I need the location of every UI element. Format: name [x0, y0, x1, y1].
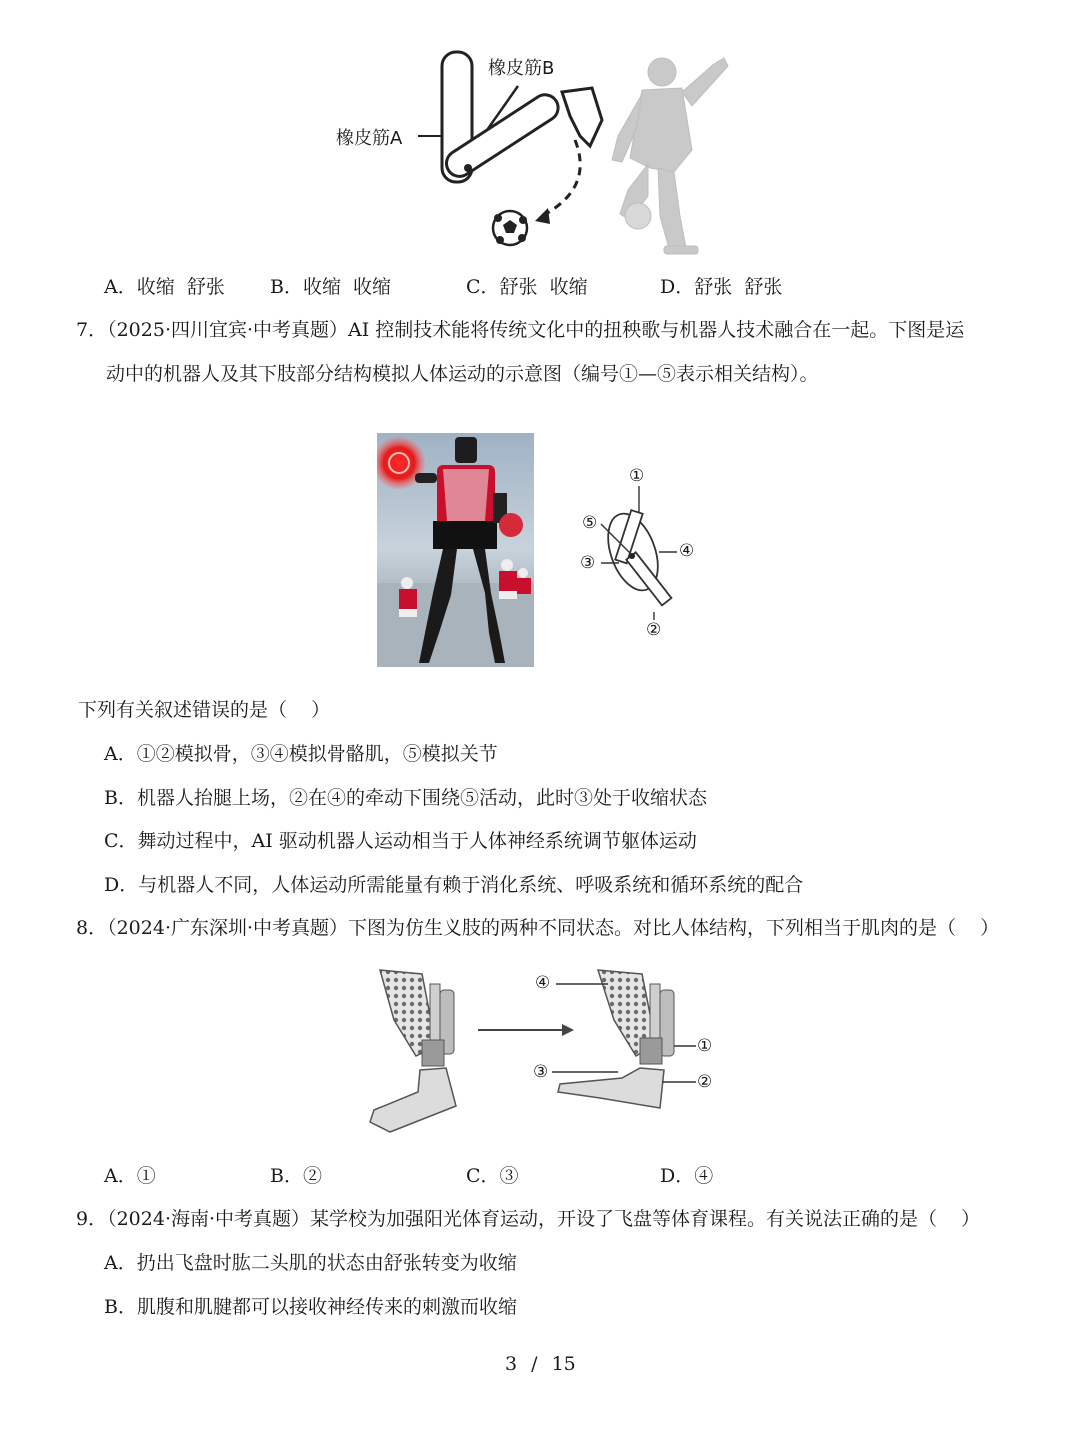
- q8-option-c: C．③: [466, 1165, 519, 1187]
- diagram7-label-3: ③: [580, 553, 596, 573]
- current-page: 3: [505, 1353, 518, 1375]
- q7-stem-line1: 7．（2025·四川宜宾·中考真题）AI 控制技术能将传统文化中的扭秧歌与机器人技术融合在一起。下图是运: [76, 319, 965, 341]
- knee-joint: [464, 164, 472, 172]
- diagram8-label-3: ③: [533, 1062, 549, 1082]
- q7-option-c: C．舞动过程中，AI 驱动机器人运动相当于人体神经系统调节躯体运动: [104, 830, 697, 852]
- q8-option-d: D．④: [660, 1165, 714, 1187]
- q9-stem-line1: 9．（2024·海南·中考真题）某学校为加强阳光体育运动，开设了飞盘等体育课程。有关说法正确的是（ ）: [76, 1208, 981, 1230]
- kick-trajectory: [538, 140, 580, 218]
- lower-bar-shape: [626, 552, 671, 605]
- q7-option-a: A．①②模拟骨，③④模拟骨骼肌，⑤模拟关节: [104, 743, 498, 765]
- diagram8-label-2: ②: [697, 1072, 713, 1092]
- robot-dance-photo: [377, 433, 534, 667]
- foot-shape: [562, 88, 602, 146]
- diagram8-label-4: ④: [535, 973, 551, 993]
- q8-option-b: B．②: [270, 1165, 322, 1187]
- q8-option-a: A．①: [104, 1165, 156, 1187]
- q6-option-b: B．收缩 收缩: [270, 276, 392, 298]
- soccer-ball-icon: [493, 211, 527, 245]
- q9-option-b: B．肌腹和肌腱都可以接收神经传来的刺激而收缩: [104, 1296, 517, 1318]
- pivot-point: [629, 553, 635, 559]
- q6-option-d: D．舒张 舒张: [660, 276, 783, 298]
- prosthesis-state-2: [558, 970, 674, 1108]
- diagram8-label-1: ①: [697, 1036, 713, 1056]
- q8-stem-line1: 8．（2024·广东深圳·中考真题）下图为仿生义肢的两种不同状态。对比人体结构，下列相当于肌肉的是（ ）: [76, 917, 1000, 939]
- q7-question: 下列有关叙述错误的是（ ）: [78, 699, 331, 721]
- page-number: [505, 1350, 576, 1378]
- diagram7-label-4: ④: [679, 541, 695, 561]
- diagram7-label-1: ①: [629, 466, 645, 486]
- diagram7-label-5: ⑤: [582, 513, 598, 533]
- q7-stem-line2: 动中的机器人及其下肢部分结构模拟人体运动的示意图（编号①—⑤表示相关结构）。: [106, 363, 819, 385]
- page-separator: /: [531, 1353, 538, 1375]
- label-rubber-band-a: 橡皮筋A: [336, 128, 403, 149]
- q6-option-a: A．收缩 舒张: [104, 276, 225, 298]
- q9-option-a: A．扔出飞盘时肱二头肌的状态由舒张转变为收缩: [104, 1252, 517, 1274]
- label-rubber-band-b: 橡皮筋B: [488, 58, 555, 79]
- diagram7-label-2: ②: [646, 620, 662, 640]
- trajectory-arrowhead: [535, 208, 550, 224]
- q7-option-b: B．机器人抬腿上场，②在④的牵动下围绕⑤活动，此时③处于收缩状态: [104, 787, 707, 809]
- q7-option-d: D．与机器人不同，人体运动所需能量有赖于消化系统、呼吸系统和循环系统的配合: [104, 874, 804, 896]
- soccer-player-silhouette: [612, 58, 728, 254]
- q6-option-c: C．舒张 收缩: [466, 276, 588, 298]
- total-pages: 15: [551, 1353, 576, 1375]
- prosthesis-state-1: [370, 970, 456, 1132]
